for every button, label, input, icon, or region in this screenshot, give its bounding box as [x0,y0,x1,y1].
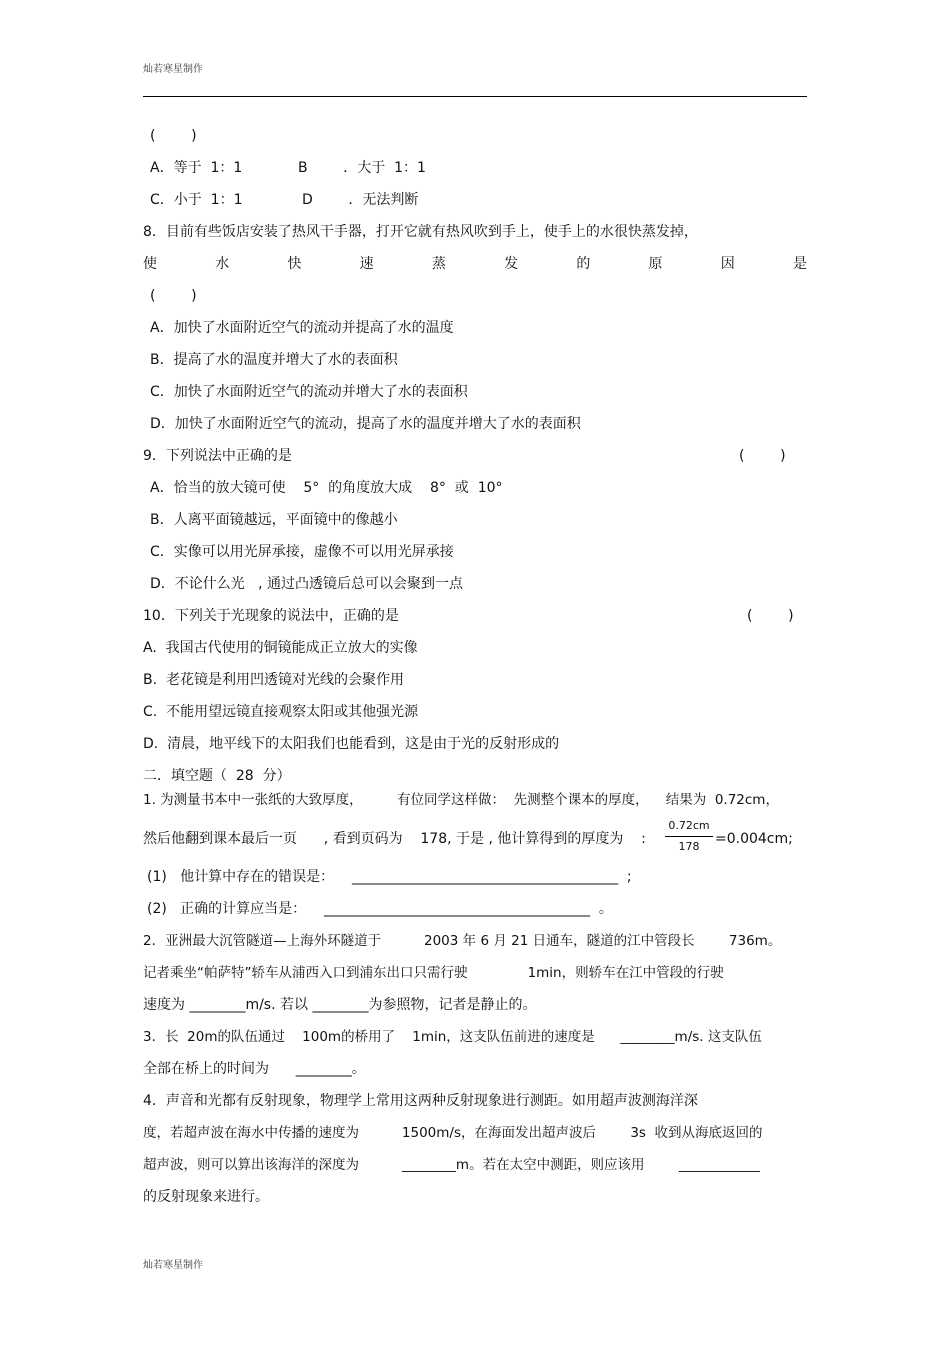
q8-char: 原 [648,256,663,272]
f4-line3: 超声波，则可以算出该海洋的深度为 ________m。若在太空中测距，则应该用 ____________ [143,1157,760,1173]
f4-line2: 度，若超声波在海水中传播的速度为 1500m/s，在海面发出超声波后 3s 收到从海底返回的 [143,1125,763,1141]
q9-option-c: C．实像可以用光屏承接，虚像不可以用光屏承接 [150,544,454,560]
f4-line4: 的反射现象来进行。 [143,1189,269,1205]
f2-line3: 速度为 ________m/s. 若以 ________为参照物，记者是静止的。 [143,997,537,1013]
q8-answer-paren: ( ) [150,288,197,304]
q8-option-c: C．加快了水面附近空气的流动并增大了水的表面积 [150,384,468,400]
q8-char: 速 [359,256,374,272]
q7-option-d: D ．无法判断 [302,192,419,208]
q8-char: 的 [576,256,591,272]
fraction-bar [665,836,713,837]
q10-stem: 10．下列关于光现象的说法中，正确的是 [143,608,399,624]
q7-option-c: C．小于 1：1 [150,192,243,208]
q9-answer-paren: ( ) [739,448,786,464]
thickness-fraction [665,819,713,854]
q10-option-c: C. 不能用望远镜直接观察太阳或其他强光源 [143,704,419,720]
f4-line1: 4．声音和光都有反射现象，物理学上常用这两种反射现象进行测距。如用超声波测海洋深 [143,1093,698,1109]
q7-option-b: B ．大于 1：1 [298,160,426,176]
f3-line2: 全部在桥上的时间为 ________。 [143,1061,366,1077]
q9-option-d: D．不论什么光 , 通过凸透镜后总可以会聚到一点 [150,576,464,592]
fraction-denominator: 178 [678,840,700,853]
q8-char: 是 [792,256,807,272]
page-footer: 灿若寒星制作 [143,1260,203,1271]
q8-stem-line2 [143,255,807,273]
f3-line1: 3．长 20m的队伍通过 100m的桥用了 1min，这支队伍前进的速度是 ________m/s. 这支队伍 [143,1029,762,1045]
f1-part1: (1) 他计算中存在的错误是： ______________________________________ ; [147,869,632,885]
q8-char: 使 [143,256,157,272]
f1-line1: 1. 为测量书本中一张纸的大致厚度， 有位同学这样做： 先测整个课本的厚度， 结果为 0.72cm， [143,792,779,808]
q8-option-a: A．加快了水面附近空气的流动并提高了水的温度 [150,320,454,336]
f1-result: =0.004cm; [715,831,793,847]
q8-option-b: B．提高了水的温度并增大了水的表面积 [150,352,398,368]
q7-option-a: A．等于 1：1 [150,160,243,176]
section-title: 二．填空题（ 28 分） [143,768,291,784]
f1-line2: 然后他翻到课本最后一页 , 看到页码为 178, 于是 , 他计算得到的厚度为 : [143,831,646,847]
f2-line2: 记者乘坐“帕萨特”轿车从浦西入口到浦东出口只需行驶 1min，则轿车在江中管段的行驶 [143,965,724,981]
q9-option-b: B．人离平面镜越远，平面镜中的像越小 [150,512,398,528]
q8-char: 水 [215,256,230,272]
q10-option-a: A. 我国古代使用的铜镜能成正立放大的实像 [143,640,418,656]
f2-line1: 2．亚洲最大沉管隧道—上海外环隧道于 2003 年 6 月 21 日通车，隧道的江中管段长 736m。 [143,933,782,949]
q9-stem: 9．下列说法中正确的是 [143,448,292,464]
f1-part2: (2) 正确的计算应当是： ______________________________________ 。 [147,901,613,917]
q8-stem: 8．目前有些饭店安装了热风干手器，打开它就有热风吹到手上，使手上的水很快蒸发掉， [143,224,698,240]
q10-answer-paren: ( ) [747,608,794,624]
header-rule [143,96,807,97]
q8-char: 因 [720,256,735,272]
q8-option-d: D．加快了水面附近空气的流动，提高了水的温度并增大了水的表面积 [150,416,581,432]
fraction-numerator: 0.72cm [668,819,710,832]
q10-option-b: B. 老花镜是利用凹透镜对光线的会聚作用 [143,672,404,688]
q8-char: 快 [287,256,302,272]
page-header: 灿若寒星制作 [143,64,203,75]
q8-char: 蒸 [431,256,446,272]
q9-option-a: A．恰当的放大镜可使 5° 的角度放大成 8° 或 10° [150,480,503,496]
q10-option-d: D. 清晨，地平线下的太阳我们也能看到，这是由于光的反射形成的 [143,736,560,752]
q7-answer-paren: ( ) [150,128,197,144]
q8-char: 发 [504,256,519,272]
